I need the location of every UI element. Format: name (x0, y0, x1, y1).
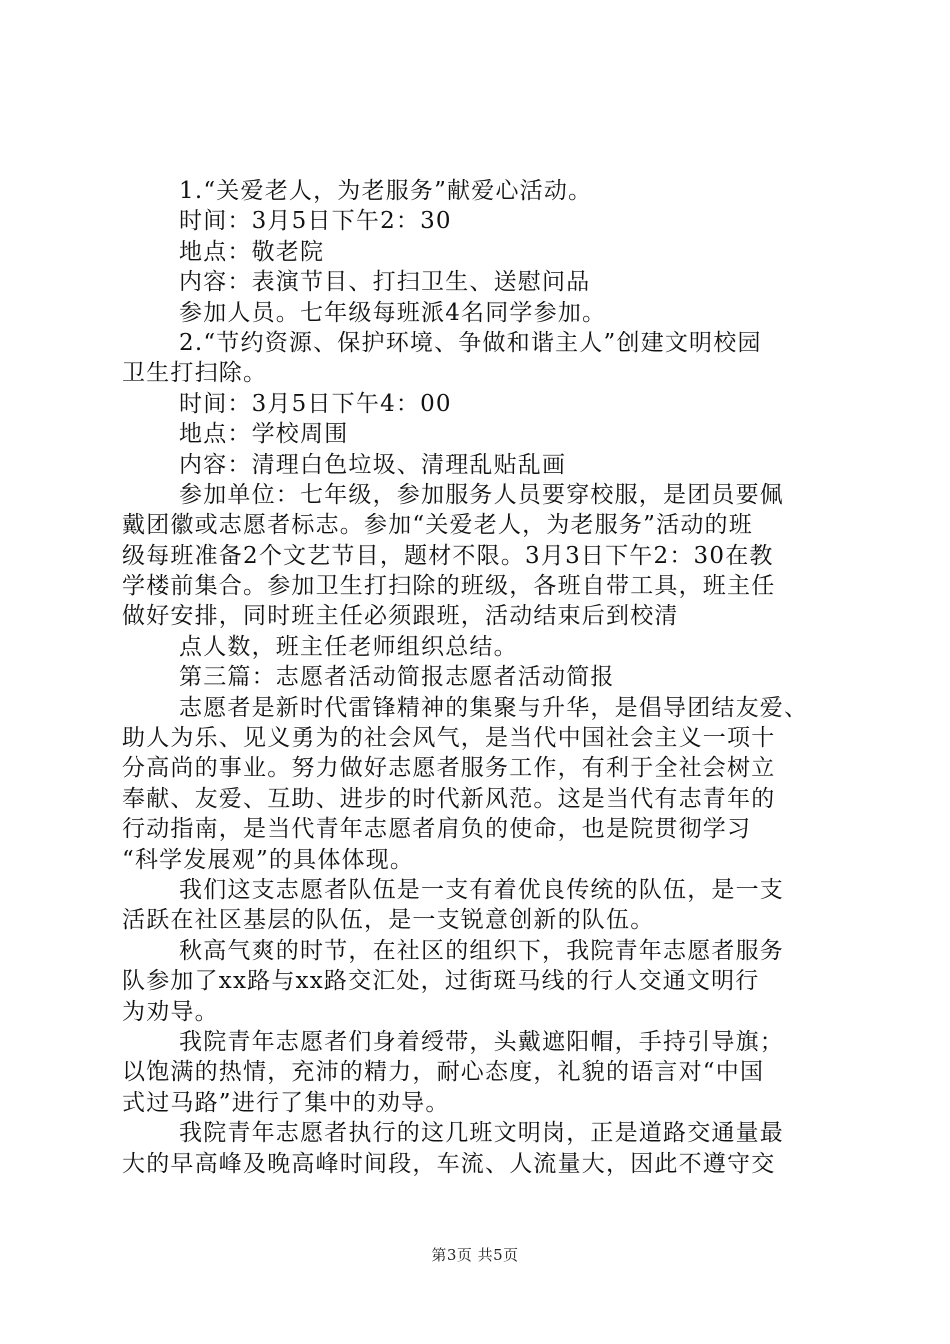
text-line: 队参加了xx路与xx路交汇处，过街斑马线的行人交通文明行 (122, 968, 760, 995)
text-line: 我院青年志愿者们身着绶带，头戴遮阳帽，手持引导旗； (179, 1028, 784, 1055)
text-line: 我院青年志愿者执行的这几班文明岗，正是道路交通量最 (179, 1120, 784, 1147)
page-footer: 第3页 共5页 (431, 1246, 519, 1264)
text-line: 奉献、友爱、互助、进步的时代新风范。这是当代有志青年的 (122, 785, 776, 812)
text-line: 卫生打扫除。 (122, 360, 268, 387)
text-line: 分高尚的事业。努力做好志愿者服务工作，有利于全社会树立 (122, 755, 776, 782)
text-line: 时间：3月5日下午4：00 (179, 390, 452, 417)
text-line: 点人数，班主任老师组织总结。 (179, 633, 518, 660)
text-line: 秋高气爽的时节，在社区的组织下，我院青年志愿者服务 (179, 937, 784, 964)
text-line: 学楼前集合。参加卫生打扫除的班级，各班自带工具，班主任 (122, 573, 776, 600)
text-line: 第三篇：志愿者活动简报志愿者活动简报 (179, 664, 615, 691)
text-line: 以饱满的热情，充沛的精力，耐心态度，礼貌的语言对“中国 (122, 1059, 765, 1086)
text-line: “科学发展观”的具体体现。 (122, 846, 415, 873)
text-line: 地点：学校周围 (179, 421, 349, 448)
text-line: 参加人员。七年级每班派4名同学参加。 (179, 299, 607, 326)
text-line: 戴团徽或志愿者标志。参加“关爱老人，为老服务”活动的班 (122, 512, 753, 539)
text-line: 做好安排，同时班主任必须跟班，活动结束后到校清 (122, 603, 679, 630)
text-line: 内容：表演节目、打扫卫生、送慰问品 (179, 269, 591, 296)
document-body (122, 176, 832, 1179)
text-line: 内容：清理白色垃圾、清理乱贴乱画 (179, 451, 567, 478)
text-line: 为劝导。 (122, 998, 219, 1025)
text-line: 志愿者是新时代雷锋精神的集聚与升华，是倡导团结友爱、 (179, 694, 809, 721)
text-line: 活跃在社区基层的队伍，是一支锐意创新的队伍。 (122, 907, 655, 934)
text-line: 参加单位：七年级，参加服务人员要穿校服，是团员要佩 (179, 481, 784, 508)
text-line: 时间：3月5日下午2：30 (179, 208, 452, 235)
text-line: 2.“节约资源、保护环境、争做和谐主人”创建文明校园 (179, 329, 762, 356)
text-line: 助人为乐、见义勇为的社会风气，是当代中国社会主义一项十 (122, 725, 776, 752)
text-line: 行动指南，是当代青年志愿者肩负的使命，也是院贯彻学习 (122, 816, 752, 843)
text-line: 级每班准备2个文艺节目，题材不限。3月3日下午2：30在教 (122, 542, 774, 569)
text-line: 式过马路”进行了集中的劝导。 (122, 1089, 450, 1116)
text-line: 1.“关爱老人，为老服务”献爱心活动。 (179, 178, 593, 204)
text-line: 地点：敬老院 (179, 238, 325, 265)
text-line: 我们这支志愿者队伍是一支有着优良传统的队伍，是一支 (179, 876, 784, 903)
text-line: 大的早高峰及晚高峰时间段，车流、人流量大，因此不遵守交 (122, 1150, 776, 1177)
